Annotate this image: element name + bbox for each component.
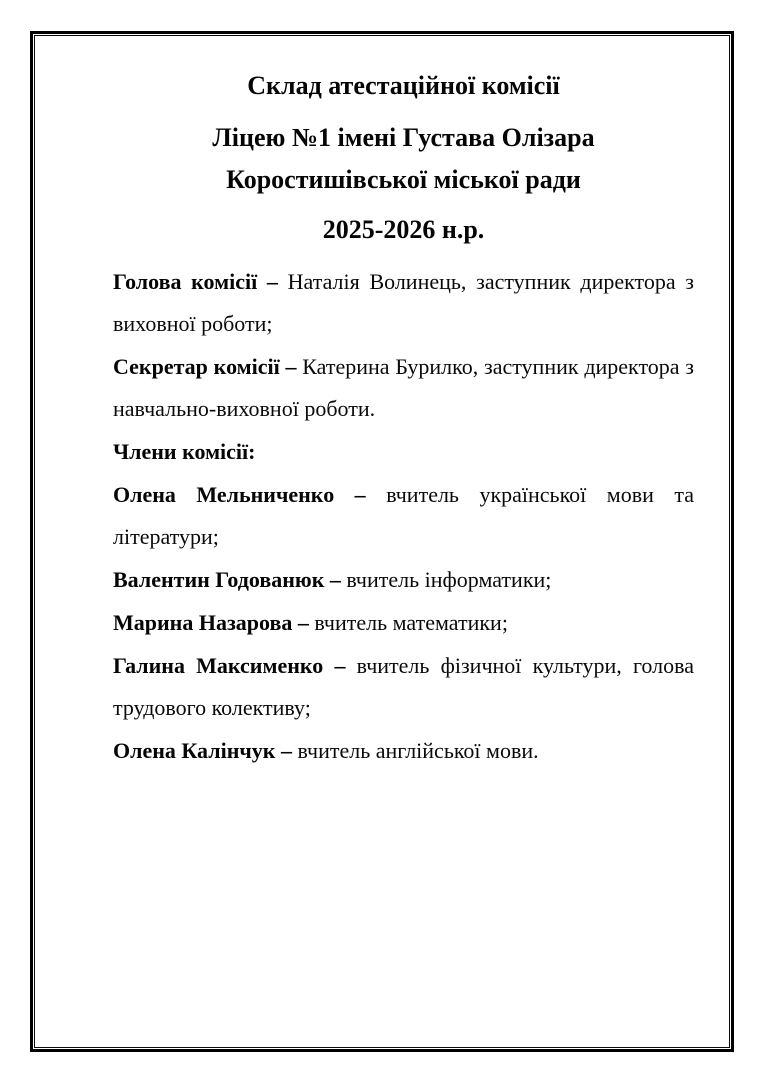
entry-name: Галина Максименко –: [113, 653, 357, 678]
page-border-frame: [30, 31, 734, 1052]
entry-role: Члени комісії:: [113, 439, 256, 464]
entry-name: Валентин Годованюк –: [113, 567, 347, 592]
commission-entry-member-4: [113, 645, 694, 729]
entry-role: Голова комісії –: [113, 269, 288, 294]
entry-description: вчитель української мови та літератури;: [113, 482, 694, 549]
commission-members-heading: [113, 431, 694, 473]
commission-entry-head: [113, 261, 694, 345]
entry-description: вчитель англійської мови.: [297, 738, 539, 763]
institution-name: [113, 117, 694, 201]
commission-entry-member-3: [113, 602, 694, 644]
institution-line-1: Ліцею №1 імені Густава Олізара: [212, 123, 595, 152]
entry-description: Катерина Бурилко, заступник директора з навчально-виховної роботи.: [113, 354, 695, 421]
commission-entry-secretary: [113, 346, 694, 430]
entry-description: Наталія Волинець, заступник директора з виховної роботи;: [113, 269, 694, 336]
entry-name: Марина Назарова –: [113, 610, 315, 635]
page-content: [34, 35, 730, 1048]
institution-line-2: Коростишівської міської ради: [226, 165, 581, 194]
entry-description: вчитель фізичної культури, голова трудового колективу;: [113, 653, 694, 720]
commission-entry-member-2: [113, 559, 694, 601]
entry-role: Секретар комісії –: [113, 354, 303, 379]
commission-entry-member-1: [113, 474, 694, 558]
commission-entry-member-5: [113, 730, 694, 772]
document-title: Склад атестаційної комісії: [247, 71, 560, 100]
entry-description: вчитель математики;: [314, 610, 508, 635]
entry-name: Олена Калінчук –: [113, 738, 298, 763]
entry-description: вчитель інформатики;: [346, 567, 552, 592]
entry-name: Олена Мельниченко –: [113, 482, 387, 507]
school-year: 2025-2026 н.р.: [322, 215, 485, 244]
